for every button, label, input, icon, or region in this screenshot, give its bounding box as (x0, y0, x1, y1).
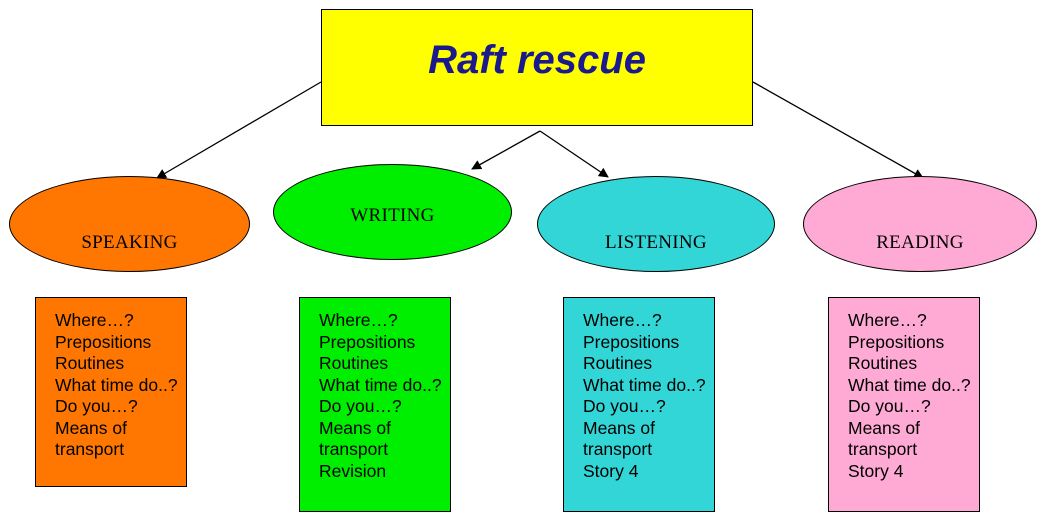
arrow-to-listening (540, 131, 608, 177)
topic-item: Do you…? (583, 396, 666, 416)
topic-item: Routines (583, 353, 653, 373)
topic-item: What time do..? (55, 374, 178, 395)
diagram-title: Raft rescue (428, 38, 646, 82)
topic-item: Routines (848, 353, 918, 373)
topic-item: transport (848, 439, 918, 459)
skill-ellipse-reading (803, 176, 1037, 272)
skill-label-listening: LISTENING (605, 232, 707, 253)
topic-item: What time do..? (583, 374, 706, 395)
topic-item: Means of (55, 417, 127, 438)
topic-box-listening (563, 297, 715, 512)
topic-box-writing (299, 297, 451, 512)
topic-item: transport (55, 439, 125, 459)
topic-item: Do you…? (848, 396, 931, 416)
topic-box-speaking (35, 297, 187, 487)
topic-item: Routines (55, 353, 125, 373)
topic-box-reading (828, 297, 980, 512)
topic-item: Means of (583, 417, 655, 438)
topic-item: Do you…? (55, 396, 138, 416)
topic-item: transport (583, 439, 653, 459)
topic-item: Story 4 (848, 460, 904, 481)
topic-item: Where…? (848, 310, 927, 330)
topic-item: Prepositions (848, 331, 945, 352)
topic-item: Means of (848, 417, 920, 438)
topic-item: Prepositions (319, 331, 416, 352)
topic-item: Routines (319, 353, 389, 373)
topic-item: transport (319, 439, 389, 459)
skill-label-reading: READING (876, 232, 964, 253)
skill-label-speaking: SPEAKING (81, 232, 178, 253)
topic-item: Story 4 (583, 460, 639, 481)
skill-ellipse-listening (537, 176, 775, 272)
topic-item: Prepositions (55, 331, 152, 352)
topic-item: Means of (319, 417, 391, 438)
skill-ellipse-writing (273, 164, 512, 260)
title-box (321, 9, 753, 126)
topic-item: What time do..? (319, 374, 442, 395)
topic-item: Where…? (319, 310, 398, 330)
skill-label-writing: WRITING (350, 205, 435, 226)
skill-ellipse-speaking (9, 176, 250, 272)
arrow-to-reading (753, 82, 923, 178)
arrow-to-writing (472, 131, 540, 169)
topic-item: Where…? (55, 310, 134, 330)
topic-item: Revision (319, 460, 387, 481)
topic-item: Where…? (583, 310, 662, 330)
topic-item: Prepositions (583, 331, 680, 352)
topic-item: What time do..? (848, 374, 971, 395)
topic-item: Do you…? (319, 396, 402, 416)
arrow-to-speaking (157, 82, 321, 178)
